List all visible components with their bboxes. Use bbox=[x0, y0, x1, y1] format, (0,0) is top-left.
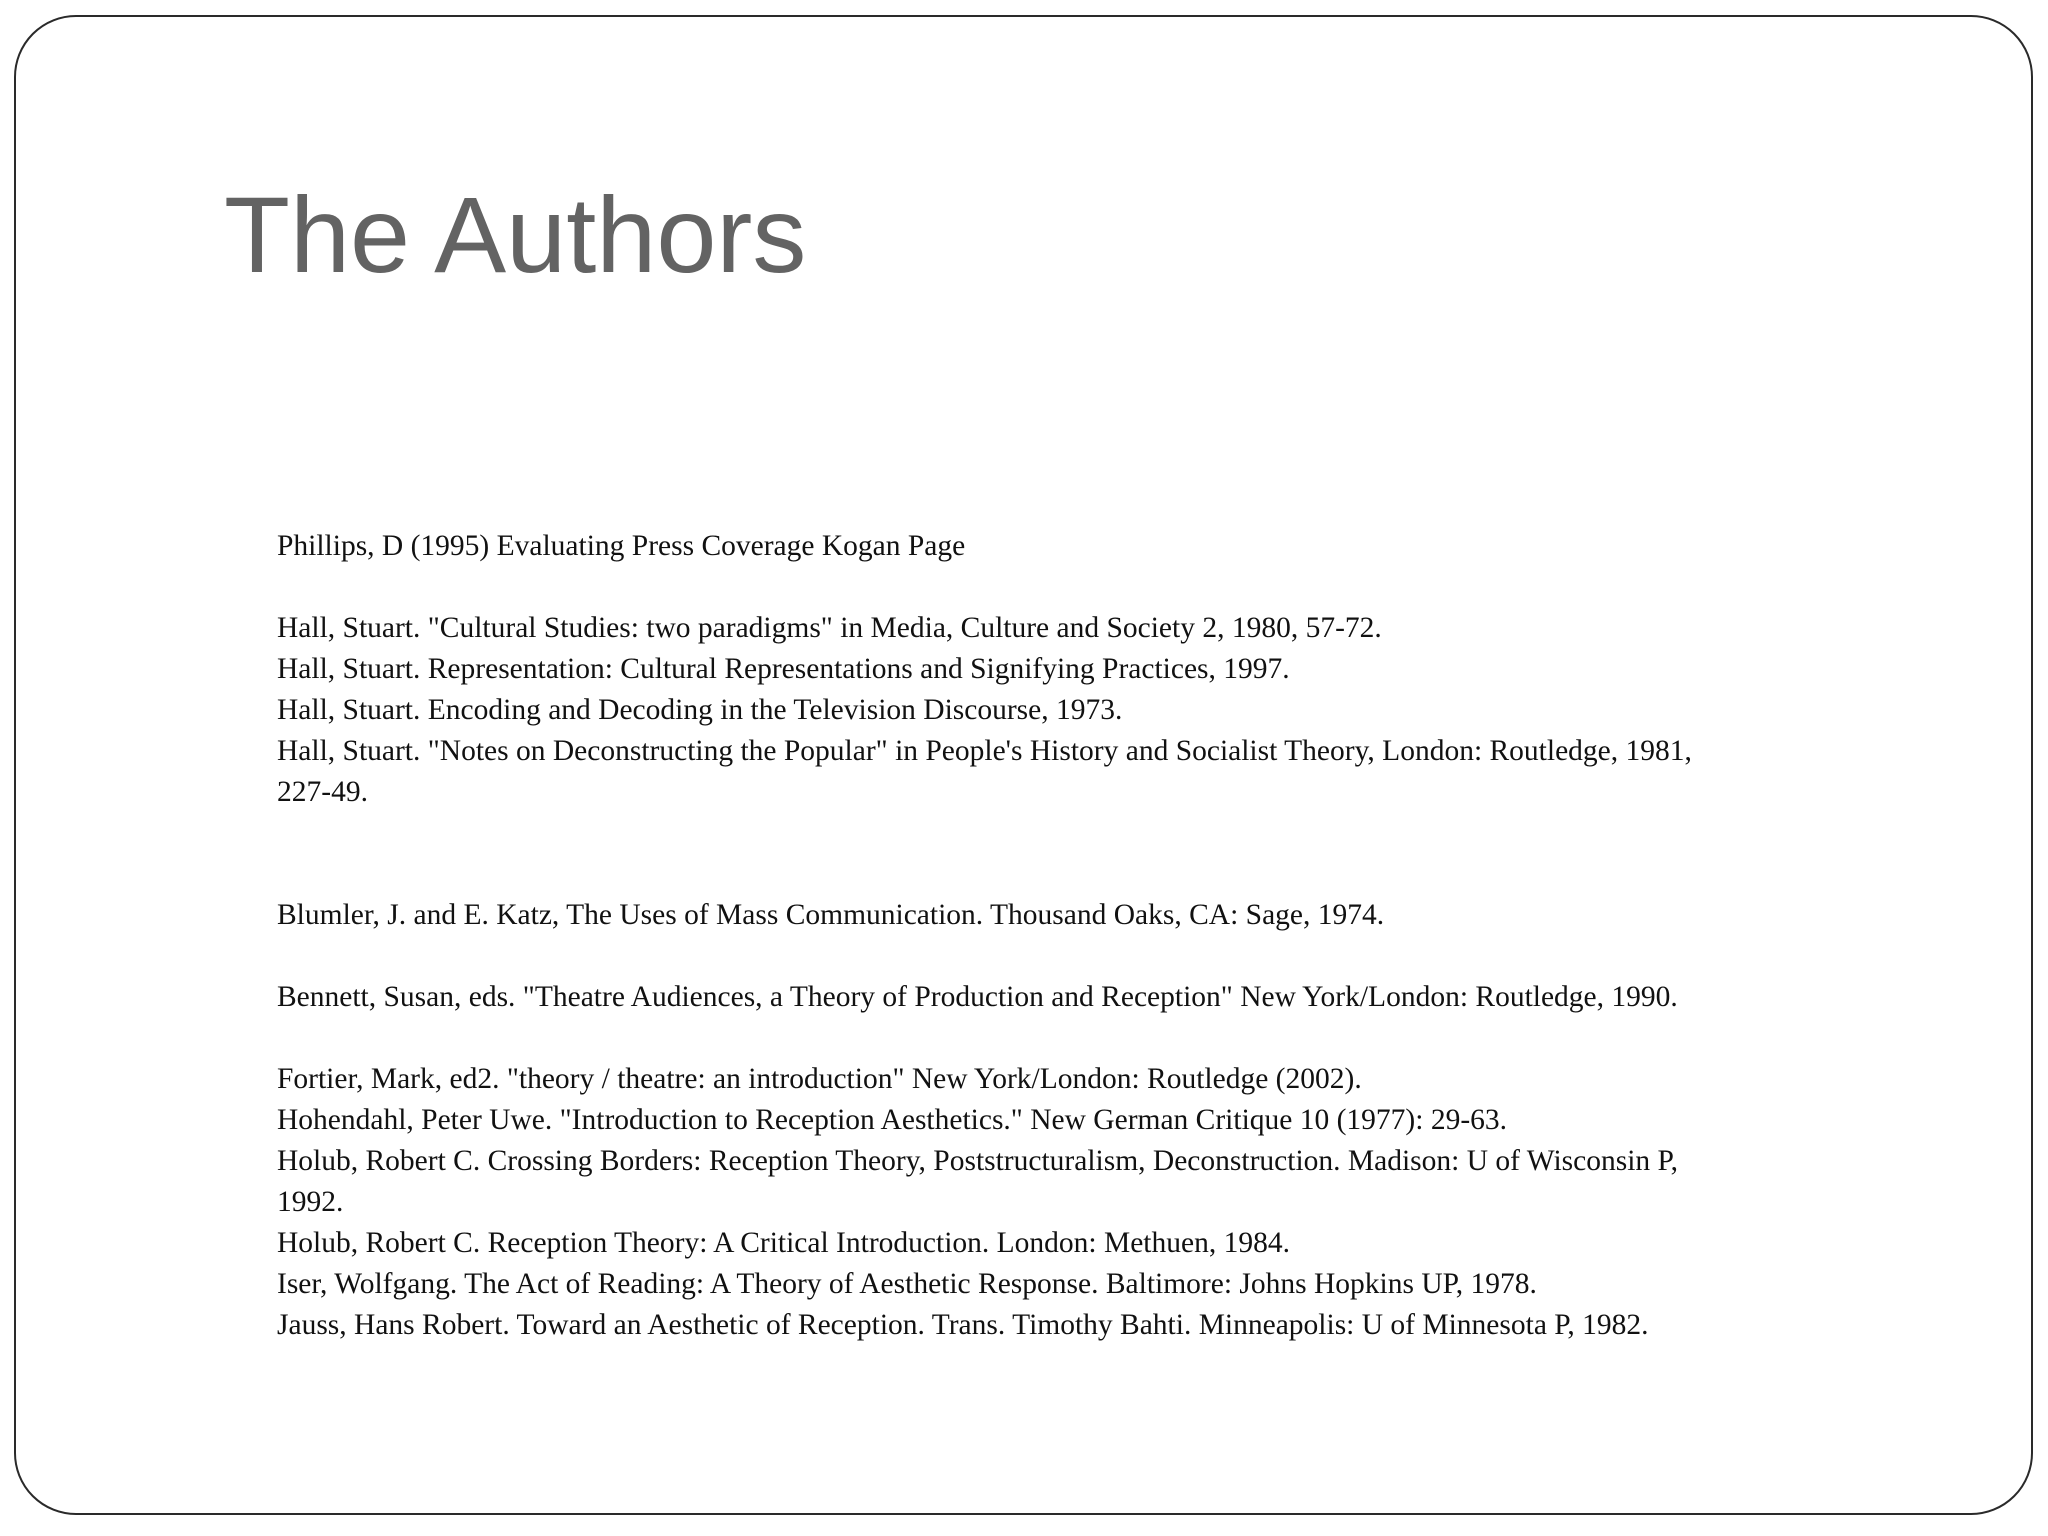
reference-item: Iser, Wolfgang. The Act of Reading: A Theory of Aesthetic Response. Baltimore: Johns Hopkins UP, 1978. bbox=[277, 1268, 1537, 1300]
slide-title: The Authors bbox=[224, 174, 807, 295]
reference-item: Hall, Stuart. Representation: Cultural Representations and Signifying Practices, 1997. bbox=[277, 653, 1290, 685]
reference-item: Holub, Robert C. Reception Theory: A Critical Introduction. London: Methuen, 1984. bbox=[277, 1227, 1290, 1259]
reference-item: Phillips, D (1995) Evaluating Press Coverage Kogan Page bbox=[277, 530, 966, 562]
reference-group-hall bbox=[277, 608, 1737, 813]
reference-group-phillips bbox=[277, 526, 1737, 567]
reference-item: Blumler, J. and E. Katz, The Uses of Mass Communication. Thousand Oaks, CA: Sage, 1974. bbox=[277, 899, 1385, 931]
reference-item: Jauss, Hans Robert. Toward an Aesthetic of Reception. Trans. Timothy Bahti. Minneapolis: U of Minnesota P, 1982. bbox=[277, 1309, 1649, 1341]
reference-group-blumler bbox=[277, 895, 1737, 936]
reference-item: Holub, Robert C. Crossing Borders: Reception Theory, Poststructuralism, Deconstruction. Madison: U of Wisconsin P, 1992. bbox=[277, 1145, 1679, 1218]
reference-item: Hall, Stuart. "Notes on Deconstructing the Popular" in People's History and Socialist Theory, London: Routledge, 1981, 227-49. bbox=[277, 735, 1692, 808]
reference-item: Hall, Stuart. "Cultural Studies: two paradigms" in Media, Culture and Society 2, 1980, 57-72. bbox=[277, 612, 1382, 644]
reference-group-reception-theory bbox=[277, 1059, 1737, 1346]
reference-group-bennett bbox=[277, 977, 1737, 1018]
reference-item: Fortier, Mark, ed2. "theory / theatre: an introduction" New York/London: Routledge (2002). bbox=[277, 1063, 1362, 1095]
reference-item: Hohendahl, Peter Uwe. "Introduction to Reception Aesthetics." New German Critique 10 (1977): 29-63. bbox=[277, 1104, 1508, 1136]
reference-item: Hall, Stuart. Encoding and Decoding in the Television Discourse, 1973. bbox=[277, 694, 1123, 726]
reference-list bbox=[277, 526, 1737, 1346]
reference-item: Bennett, Susan, eds. "Theatre Audiences, a Theory of Production and Reception" New York/London: Routledge, 1990. bbox=[277, 981, 1678, 1013]
